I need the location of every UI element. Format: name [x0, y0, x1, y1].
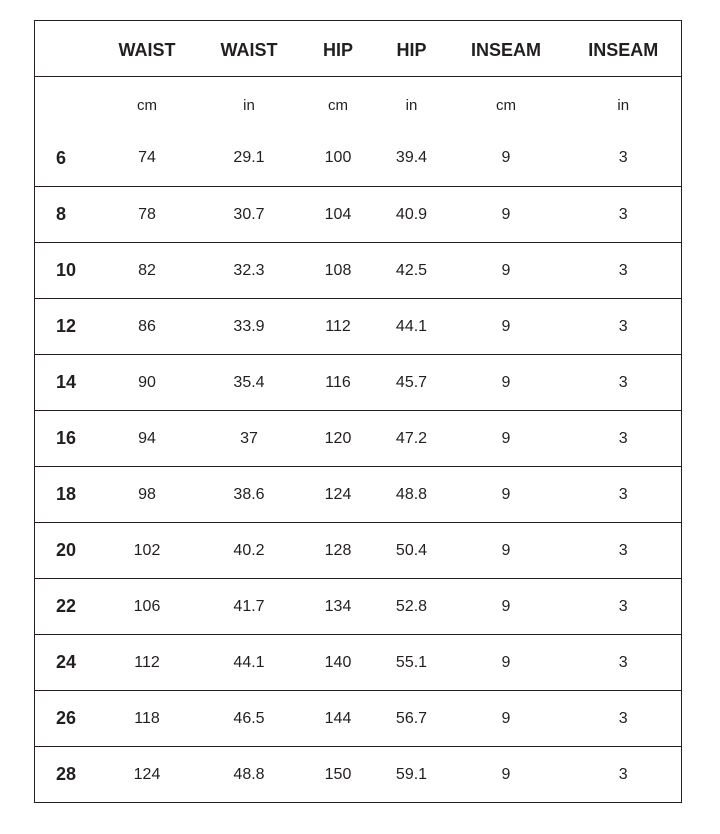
cell-waist-cm: 78 — [96, 187, 199, 243]
cell-inseam-in: 3 — [566, 691, 682, 747]
cell-inseam-in: 3 — [566, 131, 682, 187]
cell-hip-cm: 124 — [300, 467, 377, 523]
cell-hip-in: 40.9 — [377, 187, 447, 243]
table-row — [35, 131, 682, 187]
cell-inseam-cm: 9 — [447, 579, 566, 635]
cell-inseam-in: 3 — [566, 411, 682, 467]
cell-hip-in: 47.2 — [377, 411, 447, 467]
cell-size: 6 — [35, 131, 96, 187]
cell-size: 14 — [35, 355, 96, 411]
cell-size: 18 — [35, 467, 96, 523]
cell-hip-cm: 108 — [300, 243, 377, 299]
cell-waist-in: 33.9 — [199, 299, 300, 355]
unit-cell-hip-in: in — [405, 97, 418, 115]
table-row — [35, 467, 682, 523]
header-cell-waist-cm: WAIST — [96, 21, 199, 77]
cell-waist-cm: 90 — [96, 355, 199, 411]
cell-waist-cm: 102 — [96, 523, 199, 579]
cell-hip-in: 55.1 — [377, 635, 447, 691]
units-row — [35, 77, 682, 131]
cell-inseam-in: 3 — [566, 523, 682, 579]
cell-waist-in: 30.7 — [199, 187, 300, 243]
cell-hip-in: 59.1 — [395, 765, 428, 783]
cell-hip-cm: 128 — [300, 523, 377, 579]
cell-inseam-in: 3 — [618, 765, 628, 783]
table-row — [35, 523, 682, 579]
cell-waist-in: 46.5 — [199, 691, 300, 747]
unit-cell-waist-in: in — [243, 97, 255, 115]
cell-size: 20 — [35, 523, 96, 579]
cell-inseam-in: 3 — [566, 187, 682, 243]
header-cell-corner — [35, 21, 96, 77]
unit-cell-hip-cm: cm — [328, 97, 348, 115]
table-row — [35, 187, 682, 243]
cell-hip-cm: 100 — [300, 131, 377, 187]
table-row — [35, 747, 682, 803]
cell-size: 12 — [35, 299, 96, 355]
cell-hip-in: 56.7 — [377, 691, 447, 747]
cell-waist-in: 48.8 — [233, 765, 265, 783]
table-row — [35, 355, 682, 411]
cell-hip-in: 52.8 — [377, 579, 447, 635]
cell-hip-cm: 144 — [300, 691, 377, 747]
cell-hip-in: 45.7 — [377, 355, 447, 411]
cell-waist-cm: 94 — [96, 411, 199, 467]
header-cell-inseam-in: INSEAM — [566, 21, 682, 77]
cell-waist-in: 35.4 — [199, 355, 300, 411]
cell-inseam-cm: 9 — [447, 131, 566, 187]
table-row — [35, 579, 682, 635]
cell-waist-in: 44.1 — [199, 635, 300, 691]
table-row — [35, 635, 682, 691]
header-cell-hip-in: HIP — [377, 21, 447, 77]
table-row — [35, 299, 682, 355]
cell-inseam-cm: 9 — [447, 243, 566, 299]
cell-inseam-in: 3 — [566, 299, 682, 355]
unit-cell-inseam-cm: cm — [496, 97, 516, 115]
size-rows — [35, 131, 682, 803]
cell-inseam-cm: 9 — [447, 299, 566, 355]
cell-size: 16 — [35, 411, 96, 467]
cell-inseam-in: 3 — [566, 579, 682, 635]
cell-size: 26 — [35, 691, 96, 747]
cell-waist-cm: 106 — [96, 579, 199, 635]
cell-inseam-cm: 9 — [447, 355, 566, 411]
cell-inseam-cm: 9 — [447, 691, 566, 747]
cell-hip-in: 48.8 — [377, 467, 447, 523]
header-cell-waist-in: WAIST — [199, 21, 300, 77]
cell-hip-cm: 134 — [300, 579, 377, 635]
cell-size: 24 — [35, 635, 96, 691]
size-chart-table — [34, 20, 682, 803]
cell-waist-cm: 118 — [96, 691, 199, 747]
cell-waist-in: 40.2 — [199, 523, 300, 579]
table-row — [35, 411, 682, 467]
cell-inseam-cm: 9 — [447, 467, 566, 523]
cell-hip-cm: 104 — [300, 187, 377, 243]
cell-waist-cm: 82 — [96, 243, 199, 299]
cell-inseam-in: 3 — [566, 243, 682, 299]
cell-inseam-cm: 9 — [501, 765, 511, 783]
cell-hip-cm: 120 — [300, 411, 377, 467]
cell-hip-in: 44.1 — [377, 299, 447, 355]
cell-size: 10 — [35, 243, 96, 299]
cell-hip-cm: 116 — [300, 355, 377, 411]
cell-inseam-cm: 9 — [447, 523, 566, 579]
cell-size: 28 — [56, 764, 77, 784]
header-cell-inseam-cm: INSEAM — [447, 21, 566, 77]
cell-size: 8 — [35, 187, 96, 243]
cell-hip-cm: 140 — [300, 635, 377, 691]
cell-waist-cm: 74 — [96, 131, 199, 187]
cell-waist-in: 41.7 — [199, 579, 300, 635]
cell-size: 22 — [35, 579, 96, 635]
cell-inseam-in: 3 — [566, 355, 682, 411]
cell-waist-cm: 86 — [96, 299, 199, 355]
cell-inseam-in: 3 — [566, 635, 682, 691]
cell-waist-cm: 112 — [96, 635, 199, 691]
cell-hip-in: 39.4 — [377, 131, 447, 187]
table-row — [35, 243, 682, 299]
cell-waist-in: 32.3 — [199, 243, 300, 299]
cell-hip-cm: 150 — [324, 765, 352, 783]
cell-waist-cm: 124 — [133, 765, 161, 783]
cell-hip-cm: 112 — [300, 299, 377, 355]
unit-cell-waist-cm: cm — [137, 97, 157, 115]
cell-waist-in: 38.6 — [199, 467, 300, 523]
cell-hip-in: 42.5 — [377, 243, 447, 299]
cell-waist-cm: 98 — [96, 467, 199, 523]
cell-hip-in: 50.4 — [377, 523, 447, 579]
cell-waist-in: 29.1 — [199, 131, 300, 187]
cell-inseam-cm: 9 — [447, 411, 566, 467]
cell-waist-in: 37 — [199, 411, 300, 467]
header-cell-hip-cm: HIP — [300, 21, 377, 77]
header-row — [35, 21, 682, 77]
cell-inseam-in: 3 — [566, 467, 682, 523]
cell-inseam-cm: 9 — [447, 635, 566, 691]
cell-inseam-cm: 9 — [447, 187, 566, 243]
table-row — [35, 691, 682, 747]
unit-cell-corner — [35, 77, 96, 131]
unit-cell-inseam-in: in — [617, 97, 630, 115]
